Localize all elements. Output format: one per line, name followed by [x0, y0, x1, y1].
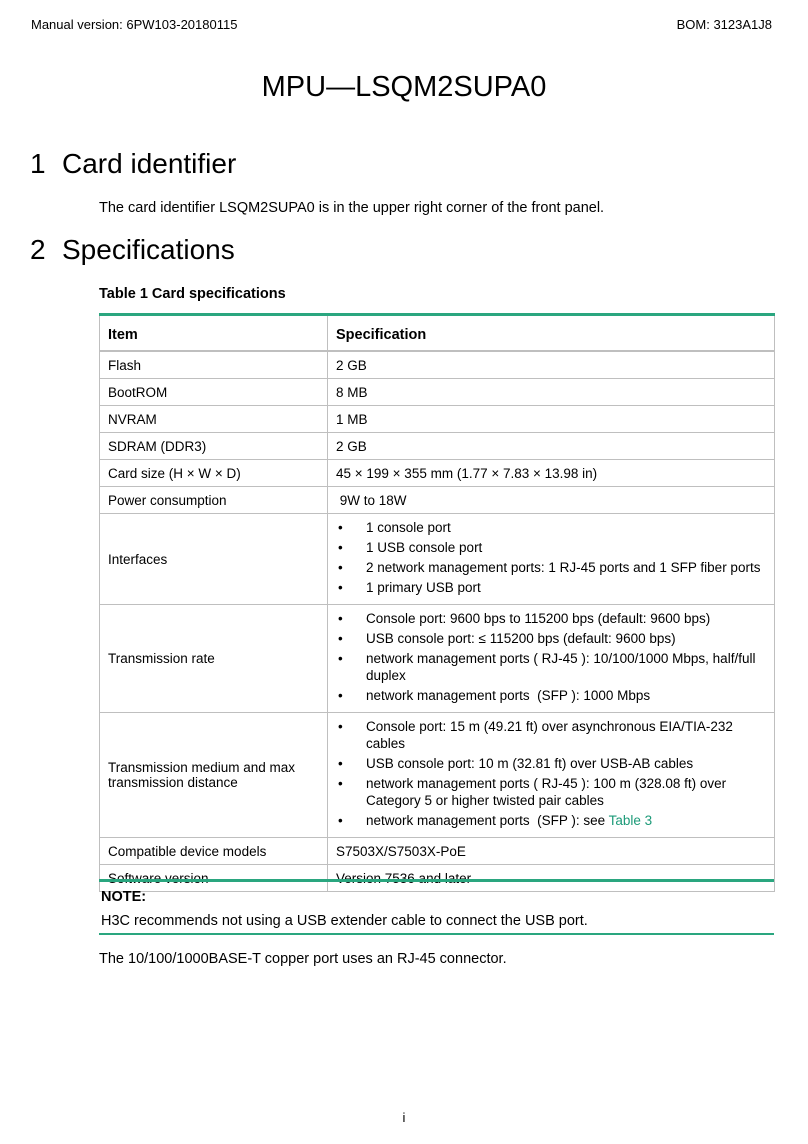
list-item-text: network management ports (SFP ): 1000 Mbps: [366, 688, 651, 703]
list-item-text: network management ports (SFP ): see: [366, 813, 609, 828]
spec-table: [99, 313, 775, 892]
list-item-text: Console port: 15 m (49.21 ft) over asynchronous EIA/TIA-232 cables: [366, 719, 733, 751]
list-item: [336, 559, 766, 576]
interfaces-list: [336, 514, 766, 604]
list-item-text: Console port: 9600 bps to 115200 bps (default: 9600 bps): [366, 611, 711, 626]
note-text: H3C recommends not using a USB extender cable to connect the USB port.: [101, 913, 588, 929]
item-cell: Flash: [100, 351, 328, 379]
list-item: [336, 650, 766, 684]
list-item: [336, 718, 766, 752]
document-title: MPU—LSQM2SUPA0: [261, 71, 547, 103]
bullet-icon: •: [338, 651, 343, 666]
list-item-text: network management ports ( RJ-45 ): 100 m (328.08 ft) over Category 5 or higher twisted pair cables: [366, 776, 727, 808]
bullet-icon: •: [338, 520, 343, 535]
spec-cell: [328, 514, 775, 605]
section-number: 1: [30, 148, 46, 179]
bullet-icon: •: [338, 611, 343, 626]
note-box: [99, 879, 774, 935]
section-title: Card identifier: [62, 148, 237, 179]
copper-port-text: The 10/100/1000BASE-T copper port uses an RJ-45 connector.: [99, 951, 507, 967]
spec-cell: [328, 713, 775, 838]
bullet-icon: •: [338, 776, 343, 791]
table-row: [100, 351, 775, 379]
table-row: [100, 514, 775, 605]
section-heading-specifications: [30, 234, 235, 266]
list-item-text: 1 USB console port: [366, 540, 483, 555]
spec-cell: Version 7536 and later: [328, 865, 775, 892]
bullet-icon: •: [338, 813, 343, 828]
table-row: [100, 406, 775, 433]
list-item-text: 1 console port: [366, 520, 451, 535]
column-header-specification: Specification: [328, 315, 775, 352]
table-row: [100, 433, 775, 460]
bullet-icon: •: [338, 756, 343, 771]
table-row: [100, 838, 775, 865]
manual-version: Manual version: 6PW103-20180115: [31, 17, 238, 32]
item-cell: Software version: [100, 865, 328, 892]
table-caption: Table 1 Card specifications: [99, 286, 286, 302]
spec-cell: 45 × 199 × 355 mm (1.77 × 7.83 × 13.98 in): [328, 460, 775, 487]
list-item: [336, 812, 766, 829]
spec-cell: [328, 605, 775, 713]
bullet-icon: •: [338, 560, 343, 575]
spec-cell: S7503X/S7503X-PoE: [328, 838, 775, 865]
list-item-text: 1 primary USB port: [366, 580, 481, 595]
note-title: NOTE:: [101, 889, 147, 905]
bullet-icon: •: [338, 688, 343, 703]
table-row: [100, 379, 775, 406]
list-item-text: network management ports ( RJ-45 ): 10/100/1000 Mbps, half/full duplex: [366, 651, 756, 683]
list-item: [336, 579, 766, 596]
list-item: [336, 687, 766, 704]
item-cell: Card size (H × W × D): [100, 460, 328, 487]
column-header-item: Item: [100, 315, 328, 352]
table-row: [100, 605, 775, 713]
list-item: [336, 610, 766, 627]
item-cell: Interfaces: [100, 514, 328, 605]
bullet-icon: •: [338, 719, 343, 734]
list-item: [336, 519, 766, 536]
section-title: Specifications: [62, 234, 235, 265]
item-cell: Compatible device models: [100, 838, 328, 865]
spec-cell: 8 MB: [328, 379, 775, 406]
item-cell: SDRAM (DDR3): [100, 433, 328, 460]
list-item: [336, 775, 766, 809]
item-cell: Power consumption: [100, 487, 328, 514]
section-number: 2: [30, 234, 46, 265]
bullet-icon: •: [338, 631, 343, 646]
item-cell: Transmission rate: [100, 605, 328, 713]
page-number: i: [402, 1110, 406, 1125]
spec-cell: 9W to 18W: [328, 487, 775, 514]
bom-code: BOM: 3123A1J8: [676, 17, 772, 32]
transmission-rate-list: [336, 605, 766, 712]
table-row: [100, 460, 775, 487]
list-item-text: USB console port: 10 m (32.81 ft) over USB-AB cables: [366, 756, 694, 771]
list-item-text: USB console port: ≤ 115200 bps (default: 9600 bps): [366, 631, 676, 646]
list-item: [336, 755, 766, 772]
spec-cell: 1 MB: [328, 406, 775, 433]
table-header-row: [100, 315, 775, 352]
item-cell: NVRAM: [100, 406, 328, 433]
table-row: [100, 487, 775, 514]
table-row: [100, 713, 775, 838]
list-item: [336, 630, 766, 647]
table-3-link[interactable]: Table 3: [608, 813, 653, 828]
section-heading-card-identifier: [30, 148, 236, 180]
card-identifier-text: The card identifier LSQM2SUPA0 is in the upper right corner of the front panel.: [99, 200, 605, 216]
item-cell: Transmission medium and max transmission distance: [100, 713, 328, 838]
list-item: [336, 539, 766, 556]
bullet-icon: •: [338, 580, 343, 595]
bullet-icon: •: [338, 540, 343, 555]
list-item-text: 2 network management ports: 1 RJ-45 ports and 1 SFP fiber ports: [366, 560, 761, 575]
spec-cell: 2 GB: [328, 351, 775, 379]
spec-cell: 2 GB: [328, 433, 775, 460]
item-cell: BootROM: [100, 379, 328, 406]
transmission-medium-list: [336, 713, 766, 837]
